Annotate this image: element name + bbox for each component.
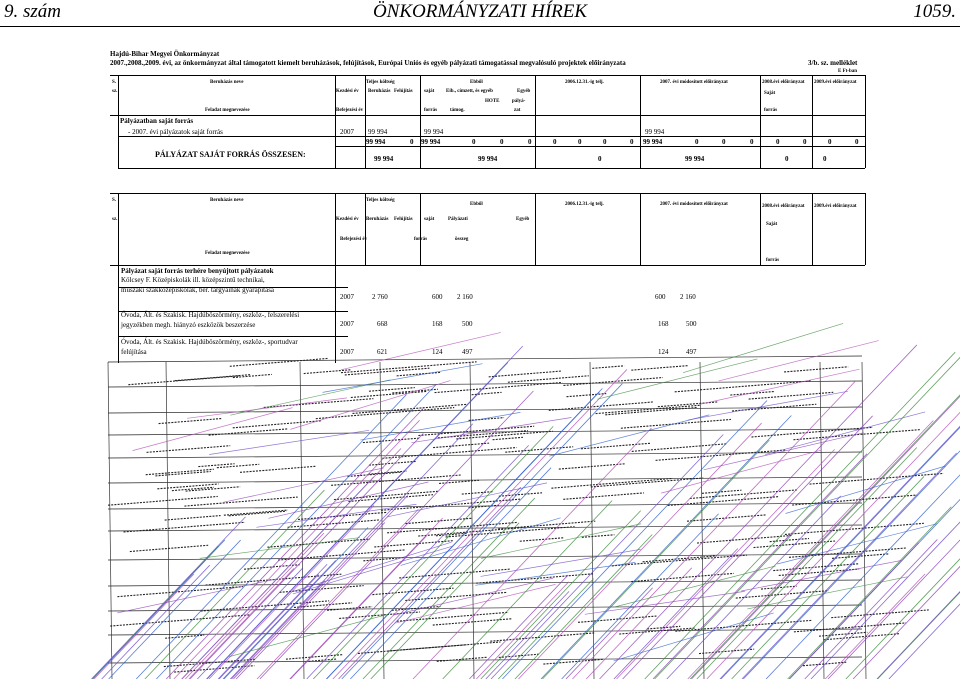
scan-artifact [704, 433, 864, 470]
scan-artifact [597, 359, 757, 399]
scan-artifact [351, 391, 426, 397]
col-teljes: Teljes költség [366, 80, 395, 85]
sub-header: forrás [766, 258, 780, 263]
sub-header: forrás [764, 108, 778, 113]
scan-artifact [691, 363, 960, 679]
col-sz: sz. [112, 217, 118, 222]
annex-label: 3/b. sz. melléklet [808, 59, 858, 67]
scan-artifact [700, 369, 860, 404]
scan-artifact [470, 362, 474, 679]
sum-value: 99 994 [421, 138, 441, 146]
row-label: műszaki szakközépiskolák, ber. tárgyainak gyarapítása [121, 286, 275, 294]
sub-header: Egyéb [516, 217, 530, 222]
sum-value: 0 [630, 138, 634, 146]
total-value: 99 994 [685, 155, 705, 163]
row-own: 124 [432, 348, 443, 356]
scan-artifact [347, 472, 401, 476]
scan-artifact [793, 430, 920, 440]
scan-artifact [831, 610, 929, 618]
scan-artifact [108, 496, 218, 505]
col-2007: 2007. évi módosított előirányzat [660, 80, 728, 85]
scan-artifact [209, 505, 374, 679]
row-other-2007: 497 [686, 348, 697, 356]
scan-artifact [784, 367, 848, 372]
scan-artifact [382, 448, 516, 459]
sub-header: Befejezési év [336, 108, 364, 113]
sum-value: 0 [803, 138, 807, 146]
scan-artifact [719, 341, 879, 381]
scan-artifact [102, 565, 210, 679]
sum-value: 99 994 [643, 138, 663, 146]
sub-header: Saját [766, 222, 778, 227]
row-total: 2 760 [372, 293, 388, 301]
scan-artifact [369, 388, 415, 392]
sub-header: Saját [764, 91, 776, 96]
sub-header: összeg [455, 237, 469, 242]
scan-artifact [156, 384, 436, 679]
scan-artifact [327, 607, 372, 611]
sum-value: 0 [553, 138, 557, 146]
row-label: Óvoda, Ált. és Szakisk. Hajdúböszörmény, eszköz-, felszerelési [121, 311, 300, 319]
row-other: 497 [462, 348, 473, 356]
page-number: 1059. [913, 1, 956, 22]
scan-artifact [789, 543, 919, 679]
row-label: jegyzékben megh. hiányzó eszközök beszerzése [121, 321, 256, 329]
scan-artifact [543, 659, 603, 664]
sub-header: Beruházás [368, 89, 391, 94]
scan-artifact [690, 490, 797, 499]
scan-artifact [877, 530, 960, 679]
sum-value: 0 [578, 138, 582, 146]
total-value: 99 994 [478, 155, 498, 163]
row-year: 2007 [340, 348, 354, 356]
scan-artifact [878, 401, 960, 679]
sub-header: pályá- [512, 99, 526, 104]
col-2008: 2008.évi előirányzat [762, 80, 805, 85]
total-value: 0 [785, 155, 789, 163]
scan-artifact [567, 394, 607, 397]
scan-artifact [614, 613, 774, 661]
scan-artifact [437, 657, 488, 661]
sum-value: 0 [828, 138, 832, 146]
sum-value: 0 [750, 138, 754, 146]
scan-artifact [230, 424, 472, 679]
scan-artifact [182, 448, 401, 679]
scan-artifact [551, 478, 672, 488]
sub-header: Felújítás [394, 217, 413, 222]
row-other: 2 160 [457, 293, 473, 301]
scan-artifact [481, 511, 641, 679]
sub-header: Felújítás [394, 89, 413, 94]
scan-artifact [110, 615, 249, 626]
scan-artifact [582, 535, 615, 538]
sub-header: Egyéb [517, 89, 531, 94]
col-s: S. [112, 80, 117, 85]
sum-value: 0 [695, 138, 699, 146]
scan-artifact [433, 619, 513, 625]
col-2007: 2007. évi módosított előirányzat [660, 202, 728, 207]
scan-artifact [683, 323, 843, 372]
scan-artifact [653, 454, 867, 679]
col-name-top: Beruházás neve [210, 80, 244, 85]
sum-value: 0 [528, 138, 532, 146]
scan-artifact [372, 588, 453, 594]
scan-artifact [412, 418, 572, 443]
scan-artifact [198, 464, 234, 467]
scan-artifact [108, 477, 862, 483]
sub-header: saját [424, 217, 435, 222]
scan-artifact [542, 440, 769, 679]
scan-artifact [166, 408, 423, 679]
col-name: Feladat megnevezése [205, 251, 250, 256]
sub-header: támog. [450, 108, 465, 113]
scan-artifact [617, 449, 835, 679]
scan-artifact [667, 496, 841, 679]
sub-header: HOTE [485, 99, 500, 104]
scan-artifact [518, 423, 761, 679]
sum-value: 0 [855, 138, 859, 146]
organization-name: Hajdú-Bihar Megyei Önkormányzat [110, 50, 220, 58]
sub-header: saját [424, 89, 435, 94]
scan-artifact [563, 493, 644, 499]
row-total: 621 [377, 348, 388, 356]
scan-artifact [469, 505, 499, 507]
scan-artifact [805, 539, 938, 679]
section-title: Pályázatban saját forrás [120, 117, 194, 125]
total-label: PÁLYÁZAT SAJÁT FORRÁS ÖSSZESEN: [155, 150, 306, 159]
col-ebbol: Ebből [470, 202, 483, 207]
scan-artifact [108, 605, 862, 611]
scan-artifact [489, 371, 562, 377]
scan-artifact [751, 427, 872, 437]
scan-artifact [157, 484, 218, 489]
scan-artifact [566, 588, 653, 679]
row-value: 99 994 [368, 128, 388, 136]
scan-artifact [596, 405, 700, 413]
sub-header: forrás [424, 108, 438, 113]
sub-header: Kezdési év [336, 217, 359, 222]
row-label: - 2007. évi pályázatok saját forrás [128, 128, 223, 136]
scan-artifact [358, 645, 467, 654]
col-sz: sz. [112, 89, 118, 94]
sum-value: 0 [776, 138, 780, 146]
scan-artifact [862, 362, 866, 679]
scan-artifact [820, 362, 824, 679]
scan-artifact [623, 416, 873, 679]
scan-artifact [632, 444, 726, 452]
col-name: Feladat megnevezése [205, 108, 250, 113]
scan-artifact [387, 483, 547, 517]
scan-artifact [133, 408, 293, 451]
scan-artifact [645, 352, 955, 679]
row-own-2007: 600 [655, 293, 666, 301]
row-year: 2007 [340, 320, 354, 328]
col-2008: 2008.évi előirányzat [762, 204, 805, 209]
scan-artifact [187, 398, 347, 418]
scan-artifact [147, 446, 231, 453]
scan-artifact [581, 443, 651, 449]
scan-artifact [165, 516, 221, 520]
row-own: 600 [432, 293, 443, 301]
scan-artifact [290, 381, 450, 430]
scan-artifact [439, 480, 479, 483]
scan-artifact [743, 425, 960, 679]
scan-artifact [236, 522, 385, 679]
scan-artifact [166, 362, 170, 679]
scan-artifact [304, 370, 351, 374]
sum-value: 0 [603, 138, 607, 146]
row-label: Kölcsey F. Középiskolák ill. középszintű technikai, [121, 276, 265, 284]
row-label: felújítása [121, 348, 147, 356]
col-name-top: Beruházás neve [210, 198, 244, 203]
scan-artifact [828, 352, 960, 679]
scan-artifact [240, 466, 316, 472]
scan-artifact [462, 492, 493, 494]
col-teljes: Teljes költség [366, 198, 395, 203]
scan-artifact [572, 381, 856, 679]
row-other-2007: 500 [686, 320, 697, 328]
sum-value: 0 [722, 138, 726, 146]
scan-artifact [94, 574, 194, 679]
col-s: S. [112, 198, 117, 203]
total-value: 99 994 [374, 155, 394, 163]
row-own-2007: 124 [658, 348, 669, 356]
section-title: Pályázat saját forrás terhére benyújtott pályázatok [121, 267, 274, 275]
scan-artifact [615, 566, 775, 607]
col-2006: 2006.12.31.-ig telj. [565, 202, 604, 207]
scan-artifact [229, 511, 287, 516]
sub-header: forrás [414, 237, 428, 242]
scan-artifact [341, 362, 477, 373]
sub-header: Eib., címzett, és egyéb [446, 89, 493, 94]
scan-artifact [371, 523, 519, 679]
scan-artifact [825, 574, 925, 679]
scan-artifact [661, 450, 821, 493]
scan-artifact [342, 384, 623, 679]
row-value: 99 994 [424, 128, 444, 136]
scan-artifact [108, 362, 112, 679]
scan-artifact [224, 510, 288, 515]
sum-value: 0 [500, 138, 504, 146]
scan-artifact [794, 623, 906, 632]
scan-artifact [159, 419, 222, 424]
sum-value: 99 994 [366, 138, 386, 146]
total-value: 0 [598, 155, 602, 163]
sum-value: 0 [472, 138, 476, 146]
scan-artifact [381, 499, 520, 510]
row-year: 2007 [340, 128, 354, 136]
col-2009: 2009.évi előirányzat [814, 80, 857, 85]
col-2009: 2009.évi előirányzat [814, 204, 857, 209]
scan-artifact [396, 584, 556, 623]
col-ebbol: Ebből [470, 80, 483, 85]
row-total: 668 [377, 320, 388, 328]
scan-artifact [348, 495, 433, 502]
col-2006: 2006.12.31.-ig telj. [565, 80, 604, 85]
scan-artifact [688, 420, 934, 679]
issue-number: 9. szám [4, 1, 62, 22]
scan-artifact [341, 332, 501, 369]
scan-artifact [493, 437, 523, 439]
scan-artifact [631, 366, 688, 371]
scan-artifact [508, 376, 589, 382]
scan-artifact [108, 580, 862, 586]
scan-artifact [130, 545, 208, 551]
row-value: 99 994 [645, 128, 665, 136]
scan-artifact [592, 366, 624, 369]
row-other: 500 [462, 320, 473, 328]
sub-header: Befejezési év [340, 237, 368, 242]
scan-artifact [688, 391, 848, 420]
scan-artifact [614, 549, 738, 679]
scan-artifact [498, 579, 593, 679]
scan-artifact [217, 464, 259, 467]
scan-artifact [499, 493, 542, 496]
sub-header: Kezdési év [336, 89, 359, 94]
sub-header: Beruházás [366, 217, 389, 222]
scan-artifact [230, 358, 329, 366]
scan-artifact [732, 476, 924, 679]
row-own-2007: 168 [658, 320, 669, 328]
scan-artifact [472, 392, 502, 394]
scan-artifact [186, 487, 241, 491]
sub-header: zat [514, 108, 521, 113]
table-title: 2007.,2008.,2009. évi, az önkormányzat által támogatott kiemelt beruházások, felújítások, Európai Uniós és egyéb pályázati támogatással megvalósuló projektek előirányzata [110, 59, 626, 67]
scan-artifact [559, 464, 626, 469]
scan-artifact [108, 429, 862, 435]
scan-artifact [747, 577, 907, 609]
scan-artifact [600, 345, 917, 679]
unit-label: E Ft-ban [838, 69, 858, 74]
scan-artifact [730, 391, 775, 395]
scan-artifact [889, 595, 960, 679]
masthead: ÖNKORMÁNYZATI HÍREK [372, 1, 588, 22]
scan-artifact [819, 632, 867, 636]
row-year: 2007 [340, 293, 354, 301]
scan-artifact [505, 447, 573, 452]
row-own: 168 [432, 320, 443, 328]
scan-artifact [155, 471, 210, 475]
row-other-2007: 2 160 [680, 293, 696, 301]
scan-artifact [418, 426, 534, 435]
scan-artifact [520, 538, 564, 541]
scan-artifact [369, 461, 417, 465]
sum-value: 0 [410, 138, 414, 146]
total-value: 0 [823, 155, 827, 163]
sub-header: Pályázati [448, 217, 468, 222]
row-label: Óvoda, Ált. és Szakisk. Hajdúböszörmény, eszköz-, sportudvar [121, 338, 298, 346]
